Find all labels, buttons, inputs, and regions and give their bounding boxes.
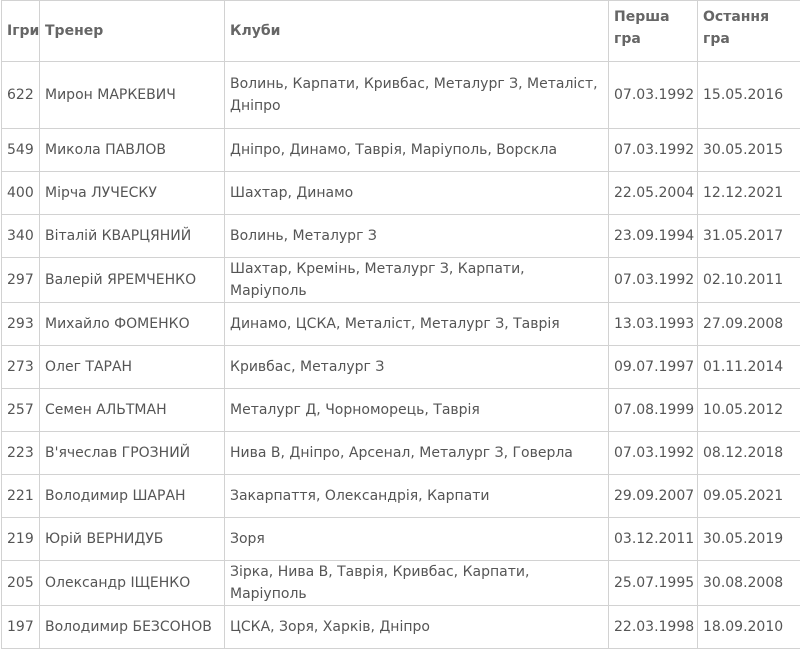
cell-coach: Юрій ВЕРНИДУБ <box>40 518 225 561</box>
cell-clubs: Дніпро, Динамо, Таврія, Маріуполь, Ворскла <box>225 129 609 172</box>
cell-first-game: 07.03.1992 <box>609 432 698 475</box>
header-row <box>2 1 800 62</box>
cell-games: 221 <box>2 475 40 518</box>
cell-first-game: 07.08.1999 <box>609 389 698 432</box>
cell-coach: Семен АЛЬТМАН <box>40 389 225 432</box>
cell-games: 400 <box>2 172 40 215</box>
cell-coach: Микола ПАВЛОВ <box>40 129 225 172</box>
coaches-table <box>1 0 800 649</box>
table-row <box>2 475 800 518</box>
cell-last-game: 01.11.2014 <box>698 346 800 389</box>
table-row <box>2 303 800 346</box>
cell-last-game: 08.12.2018 <box>698 432 800 475</box>
cell-first-game: 25.07.1995 <box>609 561 698 606</box>
cell-games: 223 <box>2 432 40 475</box>
cell-first-game: 13.03.1993 <box>609 303 698 346</box>
cell-clubs: ЦСКА, Зоря, Харків, Дніпро <box>225 606 609 649</box>
cell-games: 549 <box>2 129 40 172</box>
cell-coach: В'ячеслав ГРОЗНИЙ <box>40 432 225 475</box>
cell-last-game: 10.05.2012 <box>698 389 800 432</box>
cell-last-game: 12.12.2021 <box>698 172 800 215</box>
header-first-game-line1: Перша <box>614 9 670 25</box>
cell-first-game: 07.03.1992 <box>609 62 698 129</box>
header-first-game <box>609 1 698 62</box>
table-row <box>2 518 800 561</box>
cell-coach: Валерій ЯРЕМЧЕНКО <box>40 258 225 303</box>
cell-last-game: 30.08.2008 <box>698 561 800 606</box>
cell-coach: Володимир БЕЗСОНОВ <box>40 606 225 649</box>
table-row <box>2 432 800 475</box>
table-row <box>2 62 800 129</box>
cell-clubs: Закарпаття, Олександрія, Карпати <box>225 475 609 518</box>
table-body <box>2 62 800 649</box>
cell-games: 340 <box>2 215 40 258</box>
cell-clubs: Шахтар, Кремінь, Металург З, Карпати, Маріуполь <box>225 258 609 303</box>
table-row <box>2 389 800 432</box>
cell-games: 293 <box>2 303 40 346</box>
cell-first-game: 22.03.1998 <box>609 606 698 649</box>
table-row <box>2 172 800 215</box>
table-header <box>2 1 800 62</box>
cell-coach: Михайло ФОМЕНКО <box>40 303 225 346</box>
header-coach: Тренер <box>40 1 225 62</box>
cell-first-game: 23.09.1994 <box>609 215 698 258</box>
cell-last-game: 30.05.2019 <box>698 518 800 561</box>
cell-games: 622 <box>2 62 40 129</box>
header-clubs: Клуби <box>225 1 609 62</box>
cell-last-game: 30.05.2015 <box>698 129 800 172</box>
cell-last-game: 18.09.2010 <box>698 606 800 649</box>
cell-first-game: 29.09.2007 <box>609 475 698 518</box>
table-row <box>2 258 800 303</box>
cell-last-game: 09.05.2021 <box>698 475 800 518</box>
cell-last-game: 31.05.2017 <box>698 215 800 258</box>
cell-clubs: Нива В, Дніпро, Арсенал, Металург З, Говерла <box>225 432 609 475</box>
cell-coach: Мірча ЛУЧЕСКУ <box>40 172 225 215</box>
cell-last-game: 02.10.2011 <box>698 258 800 303</box>
cell-first-game: 07.03.1992 <box>609 258 698 303</box>
cell-games: 205 <box>2 561 40 606</box>
cell-last-game: 15.05.2016 <box>698 62 800 129</box>
cell-coach: Володимир ШАРАН <box>40 475 225 518</box>
cell-clubs: Волинь, Металург З <box>225 215 609 258</box>
cell-clubs: Зоря <box>225 518 609 561</box>
header-games: Ігри <box>2 1 40 62</box>
cell-games: 219 <box>2 518 40 561</box>
table-row <box>2 129 800 172</box>
table-row <box>2 346 800 389</box>
cell-coach: Віталій КВАРЦЯНИЙ <box>40 215 225 258</box>
header-last-game <box>698 1 800 62</box>
cell-games: 197 <box>2 606 40 649</box>
cell-clubs: Зірка, Нива В, Таврія, Кривбас, Карпати, Маріуполь <box>225 561 609 606</box>
cell-coach: Мирон МАРКЕВИЧ <box>40 62 225 129</box>
table-row <box>2 606 800 649</box>
cell-clubs: Шахтар, Динамо <box>225 172 609 215</box>
header-last-game-line2: гра <box>703 31 730 47</box>
cell-games: 297 <box>2 258 40 303</box>
table-row <box>2 215 800 258</box>
header-last-game-line1: Остання <box>703 9 770 25</box>
cell-first-game: 03.12.2011 <box>609 518 698 561</box>
cell-last-game: 27.09.2008 <box>698 303 800 346</box>
cell-clubs: Металург Д, Чорноморець, Таврія <box>225 389 609 432</box>
cell-coach: Олександр ІЩЕНКО <box>40 561 225 606</box>
cell-first-game: 07.03.1992 <box>609 129 698 172</box>
cell-clubs: Кривбас, Металург З <box>225 346 609 389</box>
cell-coach: Олег ТАРАН <box>40 346 225 389</box>
table-row <box>2 561 800 606</box>
cell-clubs: Динамо, ЦСКА, Металіст, Металург З, Таврія <box>225 303 609 346</box>
cell-first-game: 22.05.2004 <box>609 172 698 215</box>
cell-clubs: Волинь, Карпати, Кривбас, Металург З, Металіст, Дніпро <box>225 62 609 129</box>
cell-games: 257 <box>2 389 40 432</box>
cell-games: 273 <box>2 346 40 389</box>
header-first-game-line2: гра <box>614 31 641 47</box>
cell-first-game: 09.07.1997 <box>609 346 698 389</box>
